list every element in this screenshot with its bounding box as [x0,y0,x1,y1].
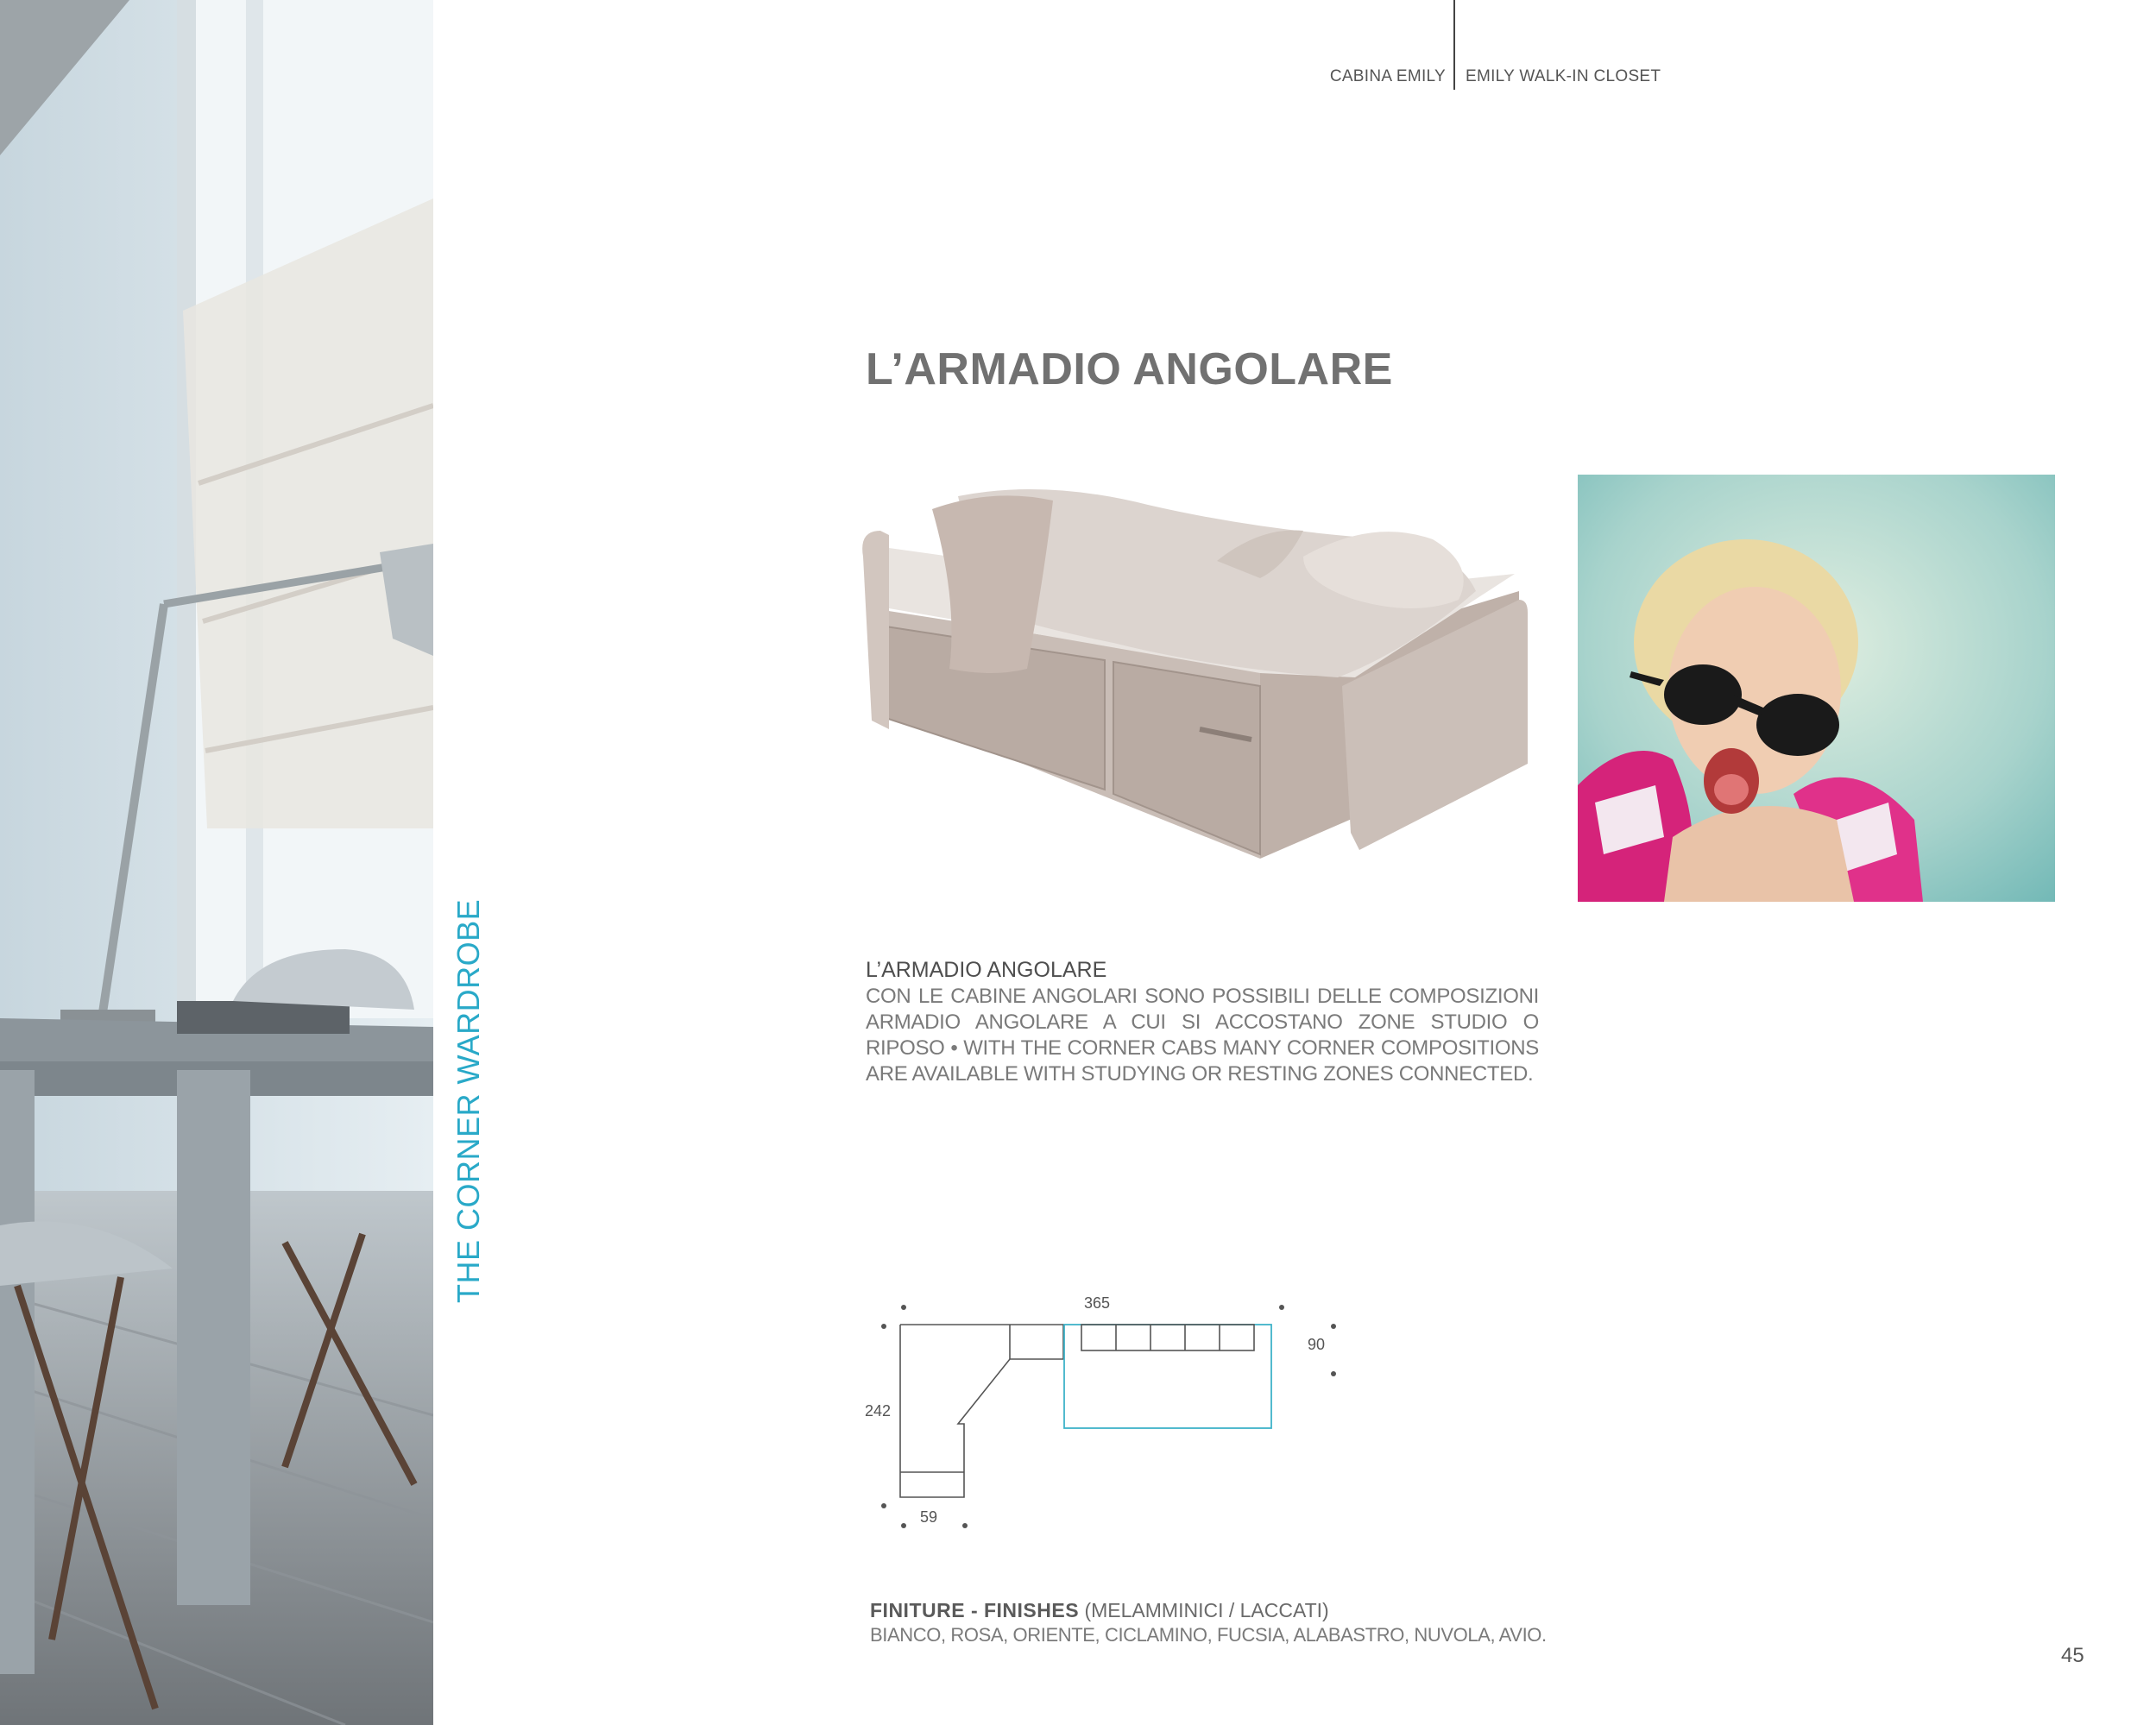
header-divider [1453,0,1455,90]
connected-zone-outline [1064,1325,1271,1428]
dimension-markers [881,1305,1336,1528]
corner-wardrobe-outline [900,1325,1063,1497]
dimension-depth-bottom-label: 59 [920,1508,938,1526]
interior-photo [0,0,433,1725]
floor-plan-diagram [846,1277,1381,1536]
bed-product-image [854,470,1528,876]
finishes-title: FINITURE - FINISHES [870,1599,1080,1621]
description-heading: L’ARMADIO ANGOLARE [866,958,1107,982]
dimension-width-label: 365 [1084,1294,1111,1312]
dimension-depth-right-label: 90 [1308,1336,1326,1353]
header-collection-label: CABINA EMILY [1329,67,1446,85]
interior-illustration [0,0,433,1725]
side-caption: THE CORNER WARDROBE [451,898,486,1303]
finishes-line [870,1599,1329,1622]
header-product-label: EMILY WALK-IN CLOSET [1466,67,1661,85]
page-title: L’ARMADIO ANGOLARE [866,344,1393,394]
dimension-height-label: 242 [865,1402,892,1420]
finishes-colors: BIANCO, ROSA, ORIENTE, CICLAMINO, FUCSIA, ALABASTRO, NUVOLA, AVIO. [870,1624,1547,1646]
bed-illustration [854,470,1528,876]
description-body: CON LE CABINE ANGOLARI SONO POSSIBILI DELLE COMPOSIZIONI ARMADIO ANGOLARE A CUI SI ACCOSTANO ZONE STUDIO O RIPOSO • WITH THE CORNER CABS MANY CORNER COMPOSITIONS ARE AVAILABLE WITH STUDYING OR RESTING ZONES CONNECTED. [866,985,1539,1086]
floor-plan-svg [846,1277,1381,1536]
page-number: 45 [2061,1644,2084,1667]
child-illustration [1578,475,2055,902]
child-sunglasses-photo [1578,475,2055,902]
finishes-subtitle: (MELAMMINICI / LACCATI) [1084,1599,1329,1621]
drawer-unit-outline [1081,1325,1254,1350]
